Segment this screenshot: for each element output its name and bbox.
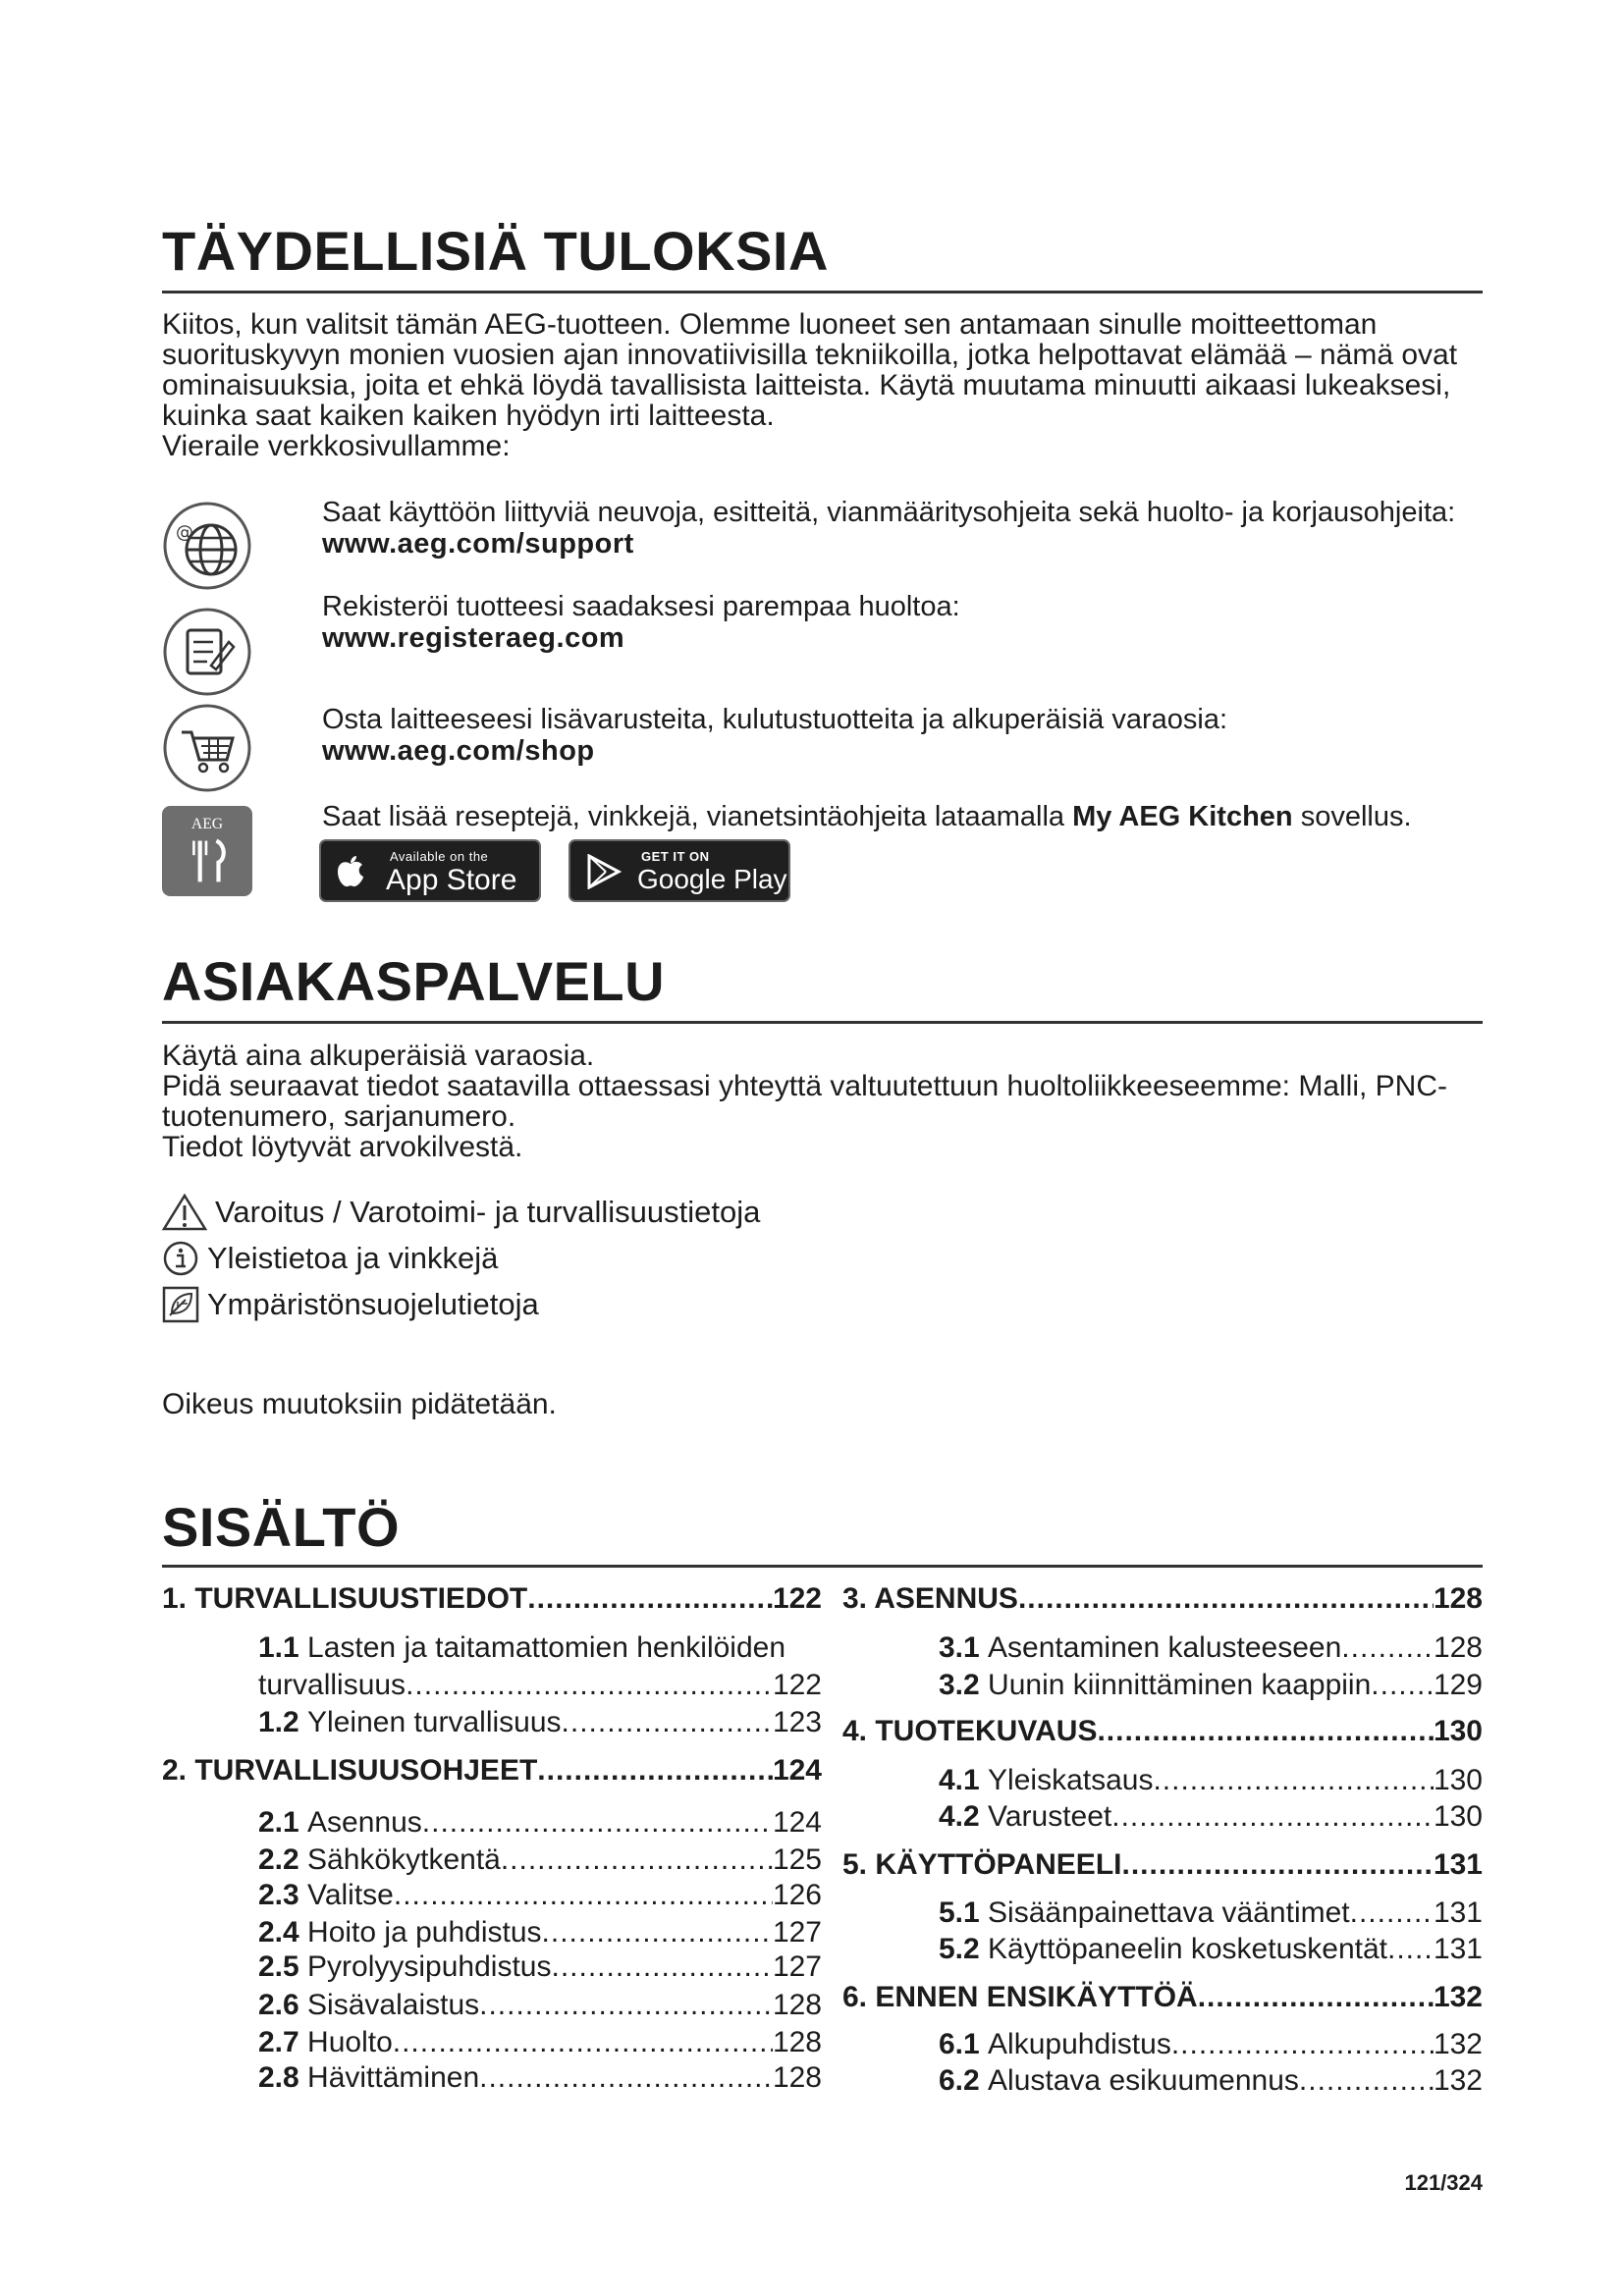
customer-line: Tiedot löytyvät arvokilvestä. bbox=[162, 1131, 523, 1163]
apple-icon bbox=[337, 855, 364, 888]
heading-rule bbox=[162, 1565, 1483, 1568]
leaf-environment-icon bbox=[162, 1286, 199, 1323]
toc-leader-dots bbox=[542, 1916, 773, 1949]
toc-entry-label: 4.2 Varusteet bbox=[939, 1800, 1112, 1833]
rights-reserved-note: Oikeus muutoksiin pidätetään. bbox=[162, 1388, 557, 1420]
app-store-small: Available on the bbox=[390, 849, 489, 864]
shop-link[interactable]: www.aeg.com/shop bbox=[322, 735, 595, 767]
toc-leader-dots bbox=[1299, 2064, 1434, 2098]
toc-section-entry[interactable] bbox=[939, 2028, 1483, 2061]
toc-entry-number: 2.3 bbox=[258, 1879, 308, 1911]
customer-line: Pidä seuraavat tiedot saatavilla ottaessasi yhteyttä valtuutettuun huoltoliikkeeseemme: Malli, PNC-tuotenumero, sarjanumero. bbox=[162, 1070, 1447, 1133]
toc-entry-label: 3. ASENNUS bbox=[842, 1582, 1018, 1615]
toc-section-entry[interactable] bbox=[939, 1669, 1483, 1702]
toc-entry-number: 6.1 bbox=[939, 2028, 989, 2060]
toc-entry-label: 5.2 Käyttöpaneelin kosketuskentät bbox=[939, 1933, 1387, 1965]
toc-section-entry[interactable] bbox=[939, 1631, 1483, 1665]
legend-info bbox=[162, 1240, 498, 1277]
toc-leader-dots bbox=[527, 1582, 773, 1616]
toc-page-number: 125 bbox=[772, 1843, 822, 1876]
toc-chapter-entry[interactable] bbox=[842, 1848, 1483, 1882]
toc-entry-label: 2.4 Hoito ja puhdistus bbox=[258, 1916, 542, 1949]
toc-page-number: 127 bbox=[772, 1950, 822, 1983]
toc-leader-dots bbox=[551, 1950, 772, 1984]
toc-entry-label: 2.3 Valitse bbox=[258, 1879, 394, 1911]
service-app bbox=[322, 801, 1481, 832]
visit-website-line: Vieraile verkkosivullamme: bbox=[162, 430, 511, 462]
toc-section-entry[interactable] bbox=[258, 1843, 822, 1877]
register-form-icon bbox=[162, 607, 252, 697]
toc-leader-dots bbox=[1387, 1933, 1434, 1966]
register-link[interactable]: www.registeraeg.com bbox=[322, 622, 625, 654]
service-support bbox=[322, 497, 1481, 560]
legend-warning bbox=[162, 1194, 760, 1231]
page-number: 121/324 bbox=[1404, 2170, 1483, 2195]
toc-page-number: 132 bbox=[1433, 1981, 1483, 2013]
toc-leader-dots bbox=[1153, 1764, 1433, 1797]
heading-rule bbox=[162, 291, 1483, 294]
toc-leader-dots bbox=[1198, 1981, 1434, 2014]
intro-text bbox=[162, 309, 1483, 461]
toc-page-number: 122 bbox=[772, 1669, 822, 1701]
legend-environment-label: Ympäristönsuojelutietoja bbox=[207, 1287, 539, 1321]
toc-page-number: 128 bbox=[1433, 1631, 1483, 1664]
toc-leader-dots bbox=[537, 1754, 773, 1788]
toc-chapter-entry[interactable] bbox=[162, 1754, 822, 1788]
toc-section-entry[interactable] bbox=[939, 2064, 1483, 2098]
toc-entry-label: 3.1 Asentaminen kalusteeseen bbox=[939, 1631, 1342, 1664]
customer-line: Käytä aina alkuperäisiä varaosia. bbox=[162, 1040, 595, 1072]
toc-leader-dots bbox=[1111, 1800, 1434, 1834]
toc-leader-dots bbox=[479, 1989, 773, 2022]
toc-entry-label: 2.2 Sähkökytkentä bbox=[258, 1843, 501, 1876]
aeg-logo-text: AEG bbox=[190, 816, 224, 832]
toc-page-number: 127 bbox=[772, 1916, 822, 1949]
toc-page-number: 130 bbox=[1433, 1800, 1483, 1833]
toc-entry-number: 5.2 bbox=[939, 1933, 989, 1965]
toc-entry-number: 2.1 bbox=[258, 1806, 308, 1839]
google-play-label: Google Play bbox=[637, 864, 787, 894]
toc-page-number: 130 bbox=[1433, 1764, 1483, 1796]
toc-entry-number: 1.1 bbox=[258, 1631, 308, 1664]
toc-section-entry[interactable] bbox=[939, 1764, 1483, 1797]
toc-entry-label: 1.1 Lasten ja taitamattomien henkilöiden bbox=[258, 1631, 786, 1664]
toc-entry-label: 2.8 Hävittäminen bbox=[258, 2061, 480, 2094]
toc-leader-dots bbox=[1171, 2028, 1434, 2061]
app-text-end: sovellus. bbox=[1292, 801, 1412, 832]
toc-leader-dots bbox=[501, 1843, 773, 1877]
toc-leader-dots bbox=[422, 1806, 773, 1840]
toc-entry-label: 5. KÄYTTÖPANEELI bbox=[842, 1848, 1122, 1881]
toc-page-number: 124 bbox=[772, 1806, 822, 1839]
toc-entry-number: 4.2 bbox=[939, 1800, 989, 1833]
toc-entry-number: 4.1 bbox=[939, 1764, 989, 1796]
toc-page-number: 132 bbox=[1433, 2028, 1483, 2060]
toc-chapter-entry[interactable] bbox=[842, 1582, 1483, 1616]
heading-contents: SISÄLTÖ bbox=[162, 1496, 401, 1558]
toc-section-entry[interactable] bbox=[258, 2026, 822, 2059]
toc-entry-label: 1. TURVALLISUUSTIEDOT bbox=[162, 1582, 528, 1615]
app-name: My AEG Kitchen bbox=[1072, 801, 1293, 832]
toc-page-number: 128 bbox=[772, 2026, 822, 2058]
service-shop bbox=[322, 704, 1481, 767]
toc-leader-dots bbox=[1371, 1669, 1434, 1702]
warning-triangle-icon bbox=[162, 1194, 207, 1231]
toc-entry-label: 1.2 Yleinen turvallisuus bbox=[258, 1706, 562, 1738]
toc-entry-label: 2. TURVALLISUUSOHJEET bbox=[162, 1754, 538, 1787]
toc-entry-label: 6. ENNEN ENSIKÄYTTÖÄ bbox=[842, 1981, 1198, 2013]
google-play-badge[interactable] bbox=[568, 839, 790, 902]
google-play-small: GET IT ON bbox=[641, 849, 710, 864]
toc-section-entry[interactable] bbox=[258, 1950, 822, 1984]
toc-page-number: 122 bbox=[772, 1582, 822, 1615]
customer-service-text bbox=[162, 1041, 1483, 1162]
legend-environment bbox=[162, 1286, 539, 1323]
toc-entry-label: 2.6 Sisävalaistus bbox=[258, 1989, 480, 2021]
legend-warning-label: Varoitus / Varotoimi- ja turvallisuustietoja bbox=[215, 1195, 761, 1229]
toc-page-number: 131 bbox=[1433, 1848, 1483, 1881]
toc-page-number: 123 bbox=[772, 1706, 822, 1738]
shopping-cart-icon bbox=[162, 703, 252, 793]
toc-entry-label: turvallisuus bbox=[258, 1669, 406, 1701]
toc-entry-number: 6.2 bbox=[939, 2064, 989, 2097]
toc-entry-label: 4. TUOTEKUVAUS bbox=[842, 1715, 1098, 1747]
globe-support-icon bbox=[162, 501, 252, 591]
service-support-text: Saat käyttöön liittyviä neuvoja, esitteitä, vianmääritysohjeita sekä huolto- ja korjausohjeita: bbox=[322, 497, 1456, 528]
toc-section-entry[interactable] bbox=[939, 1800, 1483, 1834]
toc-page-number: 128 bbox=[1433, 1582, 1483, 1615]
toc-leader-dots bbox=[1350, 1896, 1434, 1930]
toc-section-entry[interactable] bbox=[258, 2061, 822, 2095]
service-register-text: Rekisteröi tuotteesi saadaksesi parempaa huoltoa: bbox=[322, 591, 960, 622]
toc-section-entry[interactable] bbox=[258, 1706, 822, 1739]
toc-section-entry[interactable] bbox=[258, 1631, 822, 1665]
toc-leader-dots bbox=[1097, 1715, 1433, 1748]
toc-entry-label: 2.7 Huolto bbox=[258, 2026, 393, 2058]
toc-leader-dots bbox=[479, 2061, 773, 2095]
toc-entry-number: 5.1 bbox=[939, 1896, 989, 1929]
app-store-badge[interactable] bbox=[319, 839, 541, 902]
toc-section-entry[interactable] bbox=[939, 1933, 1483, 1966]
toc-entry-number: 1.2 bbox=[258, 1706, 308, 1738]
toc-chapter-entry[interactable] bbox=[842, 1715, 1483, 1748]
toc-entry-label: 6.2 Alustava esikuumennus bbox=[939, 2064, 1299, 2097]
toc-section-entry[interactable] bbox=[258, 1989, 822, 2022]
heading-perfect-results: TÄYDELLISIÄ TULOKSIA bbox=[162, 220, 829, 282]
toc-entry-number: 2.7 bbox=[258, 2026, 308, 2058]
toc-page-number: 128 bbox=[772, 2061, 822, 2094]
toc-leader-dots bbox=[393, 2026, 773, 2059]
toc-entry-label: 3.2 Uunin kiinnittäminen kaappiin bbox=[939, 1669, 1372, 1701]
legend-info-label: Yleistietoa ja vinkkejä bbox=[207, 1241, 499, 1275]
toc-entry-label: 2.5 Pyrolyysipuhdistus bbox=[258, 1950, 552, 1983]
service-register bbox=[322, 591, 1481, 654]
toc-page-number: 130 bbox=[1433, 1715, 1483, 1747]
toc-leader-dots bbox=[406, 1669, 773, 1702]
toc-entry-number: 2.8 bbox=[258, 2061, 308, 2094]
play-icon bbox=[586, 854, 622, 889]
app-text-start: Saat lisää reseptejä, vinkkejä, vianetsintäohjeita lataamalla bbox=[322, 801, 1073, 832]
toc-entry-label: 4.1 Yleiskatsaus bbox=[939, 1764, 1154, 1796]
toc-page-number: 131 bbox=[1433, 1896, 1483, 1929]
toc-entry-label: 5.1 Sisäänpainettava vääntimet bbox=[939, 1896, 1350, 1929]
support-link[interactable]: www.aeg.com/support bbox=[322, 528, 634, 560]
toc-section-entry[interactable] bbox=[258, 1669, 822, 1702]
toc-page-number: 128 bbox=[772, 1989, 822, 2021]
toc-leader-dots bbox=[1121, 1848, 1433, 1882]
toc-entry-label: 2.1 Asennus bbox=[258, 1806, 422, 1839]
toc-leader-dots bbox=[562, 1706, 773, 1739]
toc-page-number: 126 bbox=[772, 1879, 822, 1911]
toc-entry-number: 2.4 bbox=[258, 1916, 308, 1949]
toc-page-number: 131 bbox=[1433, 1933, 1483, 1965]
toc-leader-dots bbox=[1018, 1582, 1434, 1616]
service-shop-text: Osta laitteeseesi lisävarusteita, kulutustuotteita ja alkuperäisiä varaosia: bbox=[322, 704, 1228, 735]
toc-section-entry[interactable] bbox=[258, 1806, 822, 1840]
intro-paragraph: Kiitos, kun valitsit tämän AEG-tuotteen. Olemme luoneet sen antamaan sinulle moitteettoman suorituskyvyn monien vuosien ajan innovatiivisilla tekniikoilla, jotka helpottavat elämää – nämä ovat ominaisuuksia, joita et ehkä löydä tavallisista laitteista. Käytä muutama minuutti aikaasi lukeaksesi, kuinka saat kaiken kaiken hyödyn irti laitteesta. bbox=[162, 308, 1458, 432]
toc-entry-label: 6.1 Alkupuhdistus bbox=[939, 2028, 1171, 2060]
svg-text:@: @ bbox=[176, 522, 193, 543]
toc-section-entry[interactable] bbox=[258, 1879, 822, 1912]
toc-section-entry[interactable] bbox=[258, 1916, 822, 1949]
toc-section-entry[interactable] bbox=[939, 1896, 1483, 1930]
toc-chapter-entry[interactable] bbox=[162, 1582, 822, 1616]
app-store-label: App Store bbox=[386, 864, 517, 896]
toc-entry-number: 3.1 bbox=[939, 1631, 989, 1664]
toc-leader-dots bbox=[394, 1879, 773, 1912]
toc-page-number: 132 bbox=[1433, 2064, 1483, 2097]
toc-entry-number: 3.2 bbox=[939, 1669, 989, 1701]
heading-customer-service: ASIAKASPALVELU bbox=[162, 950, 666, 1012]
toc-page-number: 129 bbox=[1433, 1669, 1483, 1701]
toc-entry-number: 2.6 bbox=[258, 1989, 308, 2021]
toc-page-number: 124 bbox=[772, 1754, 822, 1787]
toc-entry-number: 2.5 bbox=[258, 1950, 308, 1983]
service-app-text bbox=[322, 801, 1481, 832]
aeg-kitchen-app-icon bbox=[162, 806, 248, 892]
heading-rule bbox=[162, 1021, 1483, 1024]
toc-chapter-entry[interactable] bbox=[842, 1981, 1483, 2014]
toc-leader-dots bbox=[1341, 1631, 1434, 1665]
info-circle-icon bbox=[162, 1240, 199, 1277]
toc-entry-number: 2.2 bbox=[258, 1843, 308, 1876]
